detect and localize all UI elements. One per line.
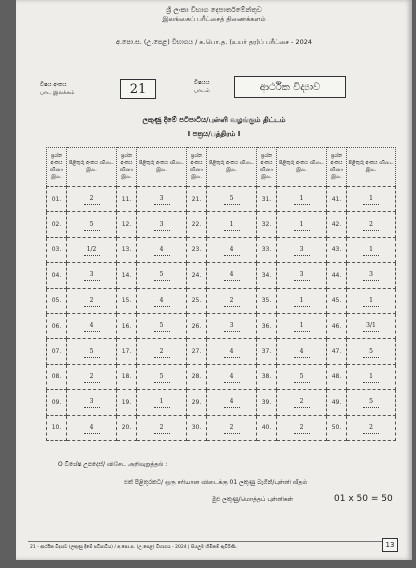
question-number: 45. <box>327 288 347 313</box>
answer-value: 1 <box>224 219 240 231</box>
question-number: 42. <box>327 212 347 237</box>
subject-number-label-tamil: பாட இலக்கம் <box>40 90 75 96</box>
answer-value: 5 <box>294 371 310 383</box>
question-number: 03. <box>47 237 67 262</box>
question-number: 26. <box>187 313 207 338</box>
answer-cell <box>137 263 187 288</box>
answer-value: 1 <box>294 320 310 332</box>
paper-title: I පත්‍රය/பத்திரம் I <box>187 130 241 138</box>
question-number: 41. <box>327 187 347 212</box>
question-number: 08. <box>47 364 67 389</box>
answer-value: 5 <box>154 269 170 281</box>
table-row <box>47 339 396 364</box>
answer-value: 1 <box>363 295 379 307</box>
answer-number-header: පිළිතුරු අංකය விடை இல. <box>137 148 187 187</box>
answer-cell <box>67 187 117 212</box>
table-row <box>47 313 396 338</box>
question-number: 02. <box>47 212 67 237</box>
question-number: 13. <box>117 237 137 262</box>
answer-cell <box>67 415 117 440</box>
answer-cell <box>207 313 257 338</box>
answer-cell <box>347 187 396 212</box>
question-number-header: ප්‍රශ්න අංකය வினா இல. <box>47 148 67 187</box>
question-number: 24. <box>187 263 207 288</box>
answer-value: 3 <box>224 320 240 332</box>
answer-grid <box>46 147 396 441</box>
answer-value: 3 <box>363 269 379 281</box>
question-number: 39. <box>257 390 277 415</box>
answer-cell <box>207 339 257 364</box>
answer-cell <box>67 212 117 237</box>
answer-cell <box>277 364 327 389</box>
answer-cell <box>207 187 257 212</box>
answer-value: 2 <box>154 422 170 434</box>
answer-value: 3 <box>154 219 170 231</box>
answer-value: 2 <box>224 422 240 434</box>
answer-cell <box>347 313 396 338</box>
question-number: 12. <box>117 212 137 237</box>
subject-number-box: 21 <box>120 79 156 99</box>
question-number: 14. <box>117 263 137 288</box>
answer-cell <box>207 288 257 313</box>
answer-value: 1 <box>154 396 170 408</box>
question-number: 43. <box>327 237 347 262</box>
answer-cell <box>67 390 117 415</box>
answer-cell <box>137 390 187 415</box>
table-row <box>47 364 396 389</box>
answer-value: 3 <box>84 269 100 281</box>
total-marks-value: 01 x 50 = 50 <box>334 494 393 504</box>
question-number-header: ප්‍රශ්න අංකය வினா இல. <box>187 148 207 187</box>
total-marks-label: මුළු ලකුණු/மொத்தப் புள்ளிகள் <box>212 496 294 503</box>
question-number: 47. <box>327 339 347 364</box>
answer-cell <box>277 339 327 364</box>
question-number: 17. <box>117 339 137 364</box>
answer-cell <box>277 187 327 212</box>
answer-cell <box>207 364 257 389</box>
answer-cell <box>347 263 396 288</box>
table-row <box>47 288 396 313</box>
answer-cell <box>347 237 396 262</box>
question-number: 32. <box>257 212 277 237</box>
answer-cell <box>347 339 396 364</box>
answer-value: 4 <box>84 422 100 434</box>
answer-number-header: පිළිතුරු අංකය விடை இல. <box>207 148 257 187</box>
answer-cell <box>137 187 187 212</box>
answer-value: 5 <box>363 346 379 358</box>
question-number: 37. <box>257 339 277 364</box>
table-row <box>47 212 396 237</box>
answer-cell <box>67 237 117 262</box>
answer-value: 5 <box>84 219 100 231</box>
answer-value: 3/1 <box>363 320 379 332</box>
answer-value: 3 <box>294 244 310 256</box>
answer-value: 2 <box>294 422 310 434</box>
answer-value: 5 <box>84 346 100 358</box>
marking-scheme-title: ලකුණු දීමේ පටිපාටිය/புள்ளி வழங்கும் திட்டம் <box>142 116 286 124</box>
question-number: 36. <box>257 313 277 338</box>
answer-cell <box>207 212 257 237</box>
subject-name-box: ආර්ථික විද්‍යාව <box>234 76 346 98</box>
answer-value: 4 <box>224 269 240 281</box>
answer-value: 1 <box>294 295 310 307</box>
question-number: 23. <box>187 237 207 262</box>
answer-cell <box>67 313 117 338</box>
question-number-header: ප්‍රශ්න අංකය வினா இல. <box>327 148 347 187</box>
question-number: 27. <box>187 339 207 364</box>
question-number: 16. <box>117 313 137 338</box>
answer-value: 4 <box>224 396 240 408</box>
answer-cell <box>347 364 396 389</box>
answer-value: 2 <box>84 371 100 383</box>
answer-value: 5 <box>224 193 240 205</box>
question-number: 46. <box>327 313 347 338</box>
question-number: 05. <box>47 288 67 313</box>
answer-value: 4 <box>294 346 310 358</box>
answer-value: 3 <box>84 396 100 408</box>
answer-cell <box>67 364 117 389</box>
answer-number-header: පිළිතුරු අංකය விடை இல. <box>67 148 117 187</box>
question-number: 04. <box>47 263 67 288</box>
answer-cell <box>67 288 117 313</box>
answer-value: 2 <box>294 396 310 408</box>
subject-name-label: විෂයය <box>194 80 210 86</box>
answer-value: 4 <box>154 295 170 307</box>
question-number: 38. <box>257 364 277 389</box>
table-row <box>47 263 396 288</box>
answer-value: 3 <box>294 269 310 281</box>
subject-number-label: විෂය අංකය <box>40 82 67 88</box>
table-row <box>47 390 396 415</box>
answer-cell <box>137 415 187 440</box>
footer-divider <box>28 541 382 542</box>
answer-value: 2 <box>84 193 100 205</box>
answer-cell <box>277 390 327 415</box>
subject-name-label-tamil: பாடம் <box>194 88 210 94</box>
question-number: 06. <box>47 313 67 338</box>
question-number: 49. <box>327 390 347 415</box>
answer-value: 4 <box>224 244 240 256</box>
question-number: 15. <box>117 288 137 313</box>
answer-cell <box>137 313 187 338</box>
answer-value: 1 <box>363 371 379 383</box>
question-number: 33. <box>257 237 277 262</box>
question-number: 20. <box>117 415 137 440</box>
answer-number-header: පිළිතුරු අංකය விடை இல. <box>277 148 327 187</box>
question-number: 29. <box>187 390 207 415</box>
answer-cell <box>277 415 327 440</box>
answer-value: 1 <box>363 244 379 256</box>
answer-cell <box>277 237 327 262</box>
answer-value: 4 <box>154 244 170 256</box>
answer-cell <box>207 263 257 288</box>
answer-value: 4 <box>224 371 240 383</box>
special-instructions: O විශේෂ උපදෙස්/ விசேட அறிவுறுத்தல் : <box>58 461 168 468</box>
grid-header-row <box>47 148 396 187</box>
answer-cell <box>137 237 187 262</box>
answer-value: 4 <box>84 320 100 332</box>
question-number: 48. <box>327 364 347 389</box>
question-number: 31. <box>257 187 277 212</box>
answer-cell <box>137 339 187 364</box>
answer-sheet-page <box>16 0 412 560</box>
question-number: 11. <box>117 187 137 212</box>
question-number: 07. <box>47 339 67 364</box>
answer-cell <box>277 263 327 288</box>
answer-cell <box>207 390 257 415</box>
answer-cell <box>137 288 187 313</box>
answer-cell <box>277 212 327 237</box>
answer-value: 5 <box>154 320 170 332</box>
question-number: 22. <box>187 212 207 237</box>
answer-value: 2 <box>363 422 379 434</box>
answer-value: 4 <box>224 346 240 358</box>
answer-cell <box>207 415 257 440</box>
answer-cell <box>67 339 117 364</box>
question-number: 34. <box>257 263 277 288</box>
question-number: 50. <box>327 415 347 440</box>
ministry-title: ශ්‍රී ලංකා විභාග දෙපාර්තමේන්තුව <box>166 6 262 14</box>
answer-cell <box>137 212 187 237</box>
question-number: 21. <box>187 187 207 212</box>
answer-cell <box>347 415 396 440</box>
answer-value: 1 <box>294 219 310 231</box>
question-number: 44. <box>327 263 347 288</box>
question-number: 40. <box>257 415 277 440</box>
answer-cell <box>347 288 396 313</box>
answer-cell <box>347 212 396 237</box>
question-number: 01. <box>47 187 67 212</box>
answer-cell <box>277 288 327 313</box>
question-number: 10. <box>47 415 67 440</box>
answer-value: 5 <box>154 371 170 383</box>
question-number: 18. <box>117 364 137 389</box>
exam-title: අ.පො.ස. (උ.පෙළ) විභාගය / க.பொ.த. (உயர் தர)ப் பரீட்சை - 2024 <box>115 38 312 46</box>
question-number: 25. <box>187 288 207 313</box>
footer-text: 21 - ආර්ථික විද්‍යාව (ලකුණු දීමේ පටිපාටිය) / අ.පො.ස. (උ.පෙළ) විභාගය - 2024 | සියලුම හිමිකම් ඇවිරිණි. <box>30 545 237 550</box>
answer-value: 1 <box>294 193 310 205</box>
page-number: 13 <box>382 538 398 552</box>
table-row <box>47 187 396 212</box>
answer-cell <box>67 263 117 288</box>
answer-value: 3 <box>154 193 170 205</box>
question-number: 35. <box>257 288 277 313</box>
answer-value: 2 <box>363 219 379 231</box>
answer-cell <box>277 313 327 338</box>
question-number-header: ප්‍රශ්න අංකය வினா இல. <box>257 148 277 187</box>
answer-number-header: පිළිතුරු අංකය விடை இல. <box>347 148 396 187</box>
table-row <box>47 237 396 262</box>
question-number: 19. <box>117 390 137 415</box>
answer-value: 2 <box>84 295 100 307</box>
question-number: 28. <box>187 364 207 389</box>
answer-value: 5 <box>363 396 379 408</box>
answer-cell <box>207 237 257 262</box>
question-number: 30. <box>187 415 207 440</box>
answer-value: 2 <box>224 295 240 307</box>
ministry-title-tamil: இலங்கைப் பரீட்சைத் திணைக்களம் <box>162 15 266 23</box>
question-number-header: ප්‍රශ්න අංකය வினா இல. <box>117 148 137 187</box>
question-number: 09. <box>47 390 67 415</box>
marks-per-answer: එක් පිළිතුරකට/ ஒரு சரியான விடைக்கு 01 ලකුණු බැගින්/புள்ளி வீதம் <box>124 479 308 486</box>
answer-cell <box>347 390 396 415</box>
answer-value: 1 <box>363 193 379 205</box>
answer-cell <box>137 364 187 389</box>
answer-value: 2 <box>154 346 170 358</box>
table-row <box>47 415 396 440</box>
answer-value: 1/2 <box>84 244 100 256</box>
